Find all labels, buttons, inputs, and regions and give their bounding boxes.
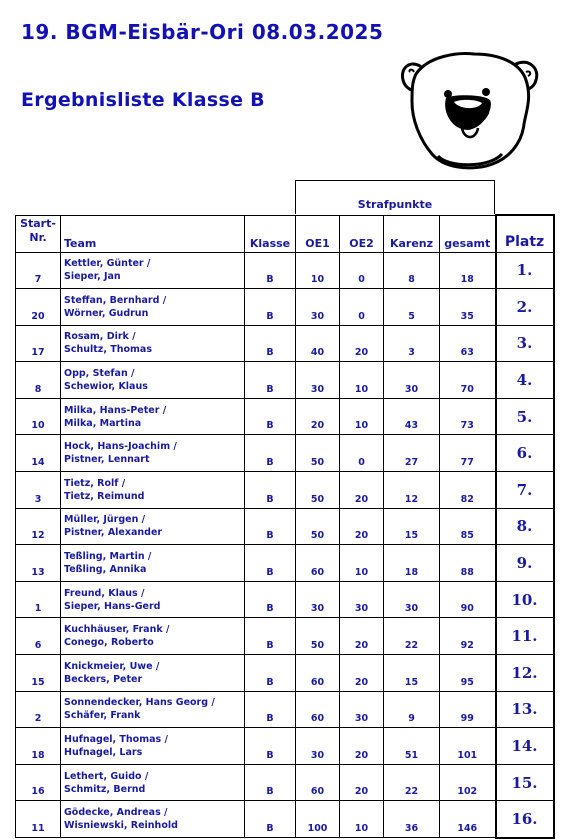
karenz-cell: 43 [384, 398, 440, 435]
polar-bear-head-icon [398, 50, 546, 174]
oe1-cell: 60 [296, 691, 340, 728]
klasse-cell: B [245, 398, 296, 435]
start-nr-cell: 6 [16, 618, 61, 655]
platz-cell: 14. [496, 728, 554, 765]
team-member-1: Steffan, Bernhard / [64, 294, 167, 306]
table-row [16, 581, 554, 618]
table-header-row [16, 215, 554, 252]
oe1-cell: 60 [296, 764, 340, 801]
oe2-cell: 20 [340, 728, 384, 765]
team-member-2: Tietz, Reimund [64, 490, 145, 502]
platz-cell: 5. [496, 398, 554, 435]
start-nr-cell: 14 [16, 435, 61, 472]
karenz-cell: 18 [384, 545, 440, 582]
oe2-cell: 30 [340, 581, 384, 618]
team-member-1: Hock, Hans-Joachim / [64, 441, 177, 453]
column-header-platz: Platz [496, 215, 554, 252]
team-member-2: Pistner, Alexander [64, 527, 163, 539]
team-cell [61, 728, 245, 765]
team-cell [61, 618, 245, 655]
gesamt-cell: 95 [440, 655, 496, 692]
team-member-1: Rosam, Dirk / [64, 331, 136, 343]
start-nr-cell: 1 [16, 581, 61, 618]
strafpunkte-group-header [295, 180, 495, 214]
oe2-cell: 20 [340, 764, 384, 801]
strafpunkte-label: Strafpunkte [357, 198, 433, 211]
gesamt-cell: 146 [440, 801, 496, 838]
start-nr-cell: 2 [16, 691, 61, 728]
oe2-cell: 10 [340, 801, 384, 838]
oe2-cell: 20 [340, 472, 384, 509]
gesamt-cell: 77 [440, 435, 496, 472]
team-member-2: Milka, Martina [64, 417, 142, 429]
column-header-gesamt: gesamt [440, 215, 496, 252]
karenz-cell: 51 [384, 728, 440, 765]
platz-cell: 2. [496, 289, 554, 326]
team-cell [61, 362, 245, 399]
table-row [16, 728, 554, 765]
oe1-cell: 50 [296, 435, 340, 472]
team-member-1: Knickmeier, Uwe / [64, 660, 160, 672]
table-row [16, 801, 554, 838]
team-cell [61, 545, 245, 582]
team-member-1: Tietz, Rolf / [64, 477, 126, 489]
oe1-cell: 20 [296, 398, 340, 435]
gesamt-cell: 92 [440, 618, 496, 655]
klasse-cell: B [245, 618, 296, 655]
gesamt-cell: 85 [440, 508, 496, 545]
team-cell [61, 252, 245, 289]
start-nr-cell: 12 [16, 508, 61, 545]
karenz-cell: 15 [384, 655, 440, 692]
oe1-cell: 10 [296, 252, 340, 289]
karenz-cell: 15 [384, 508, 440, 545]
table-row [16, 691, 554, 728]
column-header-start-nr: Start- Nr. [16, 215, 61, 252]
team-member-1: Gödecke, Andreas / [64, 807, 168, 819]
karenz-cell: 8 [384, 252, 440, 289]
karenz-cell: 36 [384, 801, 440, 838]
oe2-cell: 20 [340, 655, 384, 692]
klasse-cell: B [245, 289, 296, 326]
oe1-cell: 30 [296, 362, 340, 399]
start-nr-cell: 8 [16, 362, 61, 399]
gesamt-cell: 88 [440, 545, 496, 582]
oe1-cell: 100 [296, 801, 340, 838]
start-nr-cell: 17 [16, 325, 61, 362]
platz-cell: 15. [496, 764, 554, 801]
oe2-cell: 10 [340, 362, 384, 399]
gesamt-cell: 73 [440, 398, 496, 435]
oe2-cell: 10 [340, 545, 384, 582]
oe1-cell: 60 [296, 655, 340, 692]
start-nr-cell: 10 [16, 398, 61, 435]
team-cell [61, 655, 245, 692]
team-member-2: Hufnagel, Lars [64, 747, 143, 759]
karenz-cell: 3 [384, 325, 440, 362]
results-body [16, 252, 554, 838]
start-nr-cell: 13 [16, 545, 61, 582]
platz-cell: 13. [496, 691, 554, 728]
team-member-1: Lethert, Guido / [64, 770, 149, 782]
table-row [16, 252, 554, 289]
team-member-2: Conego, Roberto [64, 637, 154, 649]
team-member-2: Teßling, Annika [64, 564, 147, 576]
platz-cell: 16. [496, 801, 554, 838]
karenz-cell: 5 [384, 289, 440, 326]
start-nr-cell: 15 [16, 655, 61, 692]
team-member-2: Schäfer, Frank [64, 710, 141, 722]
oe1-cell: 50 [296, 618, 340, 655]
table-row [16, 435, 554, 472]
oe2-cell: 30 [340, 691, 384, 728]
table-row [16, 764, 554, 801]
platz-cell: 8. [496, 508, 554, 545]
team-member-2: Beckers, Peter [64, 673, 143, 685]
oe1-cell: 50 [296, 508, 340, 545]
karenz-cell: 9 [384, 691, 440, 728]
page-title: 19. BGM-Eisbär-Ori 08.03.2025 [21, 20, 384, 44]
gesamt-cell: 35 [440, 289, 496, 326]
start-nr-cell: 7 [16, 252, 61, 289]
gesamt-cell: 101 [440, 728, 496, 765]
table-row [16, 508, 554, 545]
team-member-2: Wisniewski, Reinhold [64, 820, 178, 832]
column-header-oe1: OE1 [296, 215, 340, 252]
klasse-cell: B [245, 252, 296, 289]
klasse-cell: B [245, 691, 296, 728]
team-member-1: Teßling, Martin / [64, 551, 152, 563]
klasse-cell: B [245, 508, 296, 545]
platz-cell: 7. [496, 472, 554, 509]
start-nr-cell: 3 [16, 472, 61, 509]
oe2-cell: 20 [340, 508, 384, 545]
oe1-cell: 50 [296, 472, 340, 509]
team-cell [61, 325, 245, 362]
platz-cell: 10. [496, 581, 554, 618]
column-header-oe2: OE2 [340, 215, 384, 252]
gesamt-cell: 70 [440, 362, 496, 399]
table-row [16, 398, 554, 435]
oe2-cell: 10 [340, 398, 384, 435]
table-row [16, 325, 554, 362]
karenz-cell: 30 [384, 362, 440, 399]
klasse-cell: B [245, 545, 296, 582]
column-header-team: Team [61, 215, 245, 252]
platz-cell: 4. [496, 362, 554, 399]
start-nr-cell: 18 [16, 728, 61, 765]
platz-cell: 12. [496, 655, 554, 692]
karenz-cell: 27 [384, 435, 440, 472]
team-cell [61, 435, 245, 472]
team-cell [61, 581, 245, 618]
team-member-1: Freund, Klaus / [64, 587, 145, 599]
gesamt-cell: 63 [440, 325, 496, 362]
platz-cell: 6. [496, 435, 554, 472]
platz-cell: 3. [496, 325, 554, 362]
team-cell [61, 472, 245, 509]
klasse-cell: B [245, 325, 296, 362]
team-cell [61, 398, 245, 435]
table-row [16, 472, 554, 509]
karenz-cell: 12 [384, 472, 440, 509]
karenz-cell: 22 [384, 764, 440, 801]
karenz-cell: 22 [384, 618, 440, 655]
klasse-cell: B [245, 655, 296, 692]
klasse-cell: B [245, 362, 296, 399]
team-member-2: Sieper, Jan [64, 271, 121, 283]
team-member-1: Müller, Jürgen / [64, 514, 146, 526]
results-table [15, 214, 555, 839]
oe2-cell: 0 [340, 435, 384, 472]
team-member-2: Schultz, Thomas [64, 344, 152, 356]
oe2-cell: 20 [340, 618, 384, 655]
team-member-2: Pistner, Lennart [64, 454, 150, 466]
start-nr-cell: 16 [16, 764, 61, 801]
klasse-cell: B [245, 581, 296, 618]
gesamt-cell: 90 [440, 581, 496, 618]
team-member-2: Wörner, Gudrun [64, 307, 149, 319]
table-row [16, 545, 554, 582]
team-cell [61, 764, 245, 801]
platz-cell: 11. [496, 618, 554, 655]
gesamt-cell: 99 [440, 691, 496, 728]
gesamt-cell: 82 [440, 472, 496, 509]
team-member-1: Hufnagel, Thomas / [64, 734, 168, 746]
klasse-cell: B [245, 801, 296, 838]
team-cell [61, 289, 245, 326]
page-subtitle: Ergebnisliste Klasse B [21, 89, 265, 111]
table-row [16, 618, 554, 655]
oe1-cell: 60 [296, 545, 340, 582]
platz-cell: 9. [496, 545, 554, 582]
oe1-cell: 30 [296, 581, 340, 618]
team-member-2: Schewior, Klaus [64, 381, 148, 393]
team-cell [61, 801, 245, 838]
start-nr-cell: 11 [16, 801, 61, 838]
oe1-cell: 40 [296, 325, 340, 362]
klasse-cell: B [245, 728, 296, 765]
klasse-cell: B [245, 435, 296, 472]
team-member-1: Sonnendecker, Hans Georg / [64, 697, 215, 709]
gesamt-cell: 18 [440, 252, 496, 289]
klasse-cell: B [245, 472, 296, 509]
oe2-cell: 0 [340, 252, 384, 289]
oe2-cell: 20 [340, 325, 384, 362]
team-member-1: Milka, Hans-Peter / [64, 404, 167, 416]
column-header-karenz: Karenz [384, 215, 440, 252]
platz-cell: 1. [496, 252, 554, 289]
team-member-2: Schmitz, Bernd [64, 783, 146, 795]
team-member-1: Kuchhäuser, Frank / [64, 624, 170, 636]
start-nr-cell: 20 [16, 289, 61, 326]
table-row [16, 655, 554, 692]
team-member-1: Kettler, Günter / [64, 258, 151, 270]
team-member-1: Opp, Stefan / [64, 368, 135, 380]
table-row [16, 362, 554, 399]
oe1-cell: 30 [296, 728, 340, 765]
gesamt-cell: 102 [440, 764, 496, 801]
karenz-cell: 30 [384, 581, 440, 618]
team-cell [61, 508, 245, 545]
table-row [16, 289, 554, 326]
team-member-2: Sieper, Hans-Gerd [64, 600, 161, 612]
oe2-cell: 0 [340, 289, 384, 326]
klasse-cell: B [245, 764, 296, 801]
team-cell [61, 691, 245, 728]
oe1-cell: 30 [296, 289, 340, 326]
column-header-klasse: Klasse [245, 215, 296, 252]
